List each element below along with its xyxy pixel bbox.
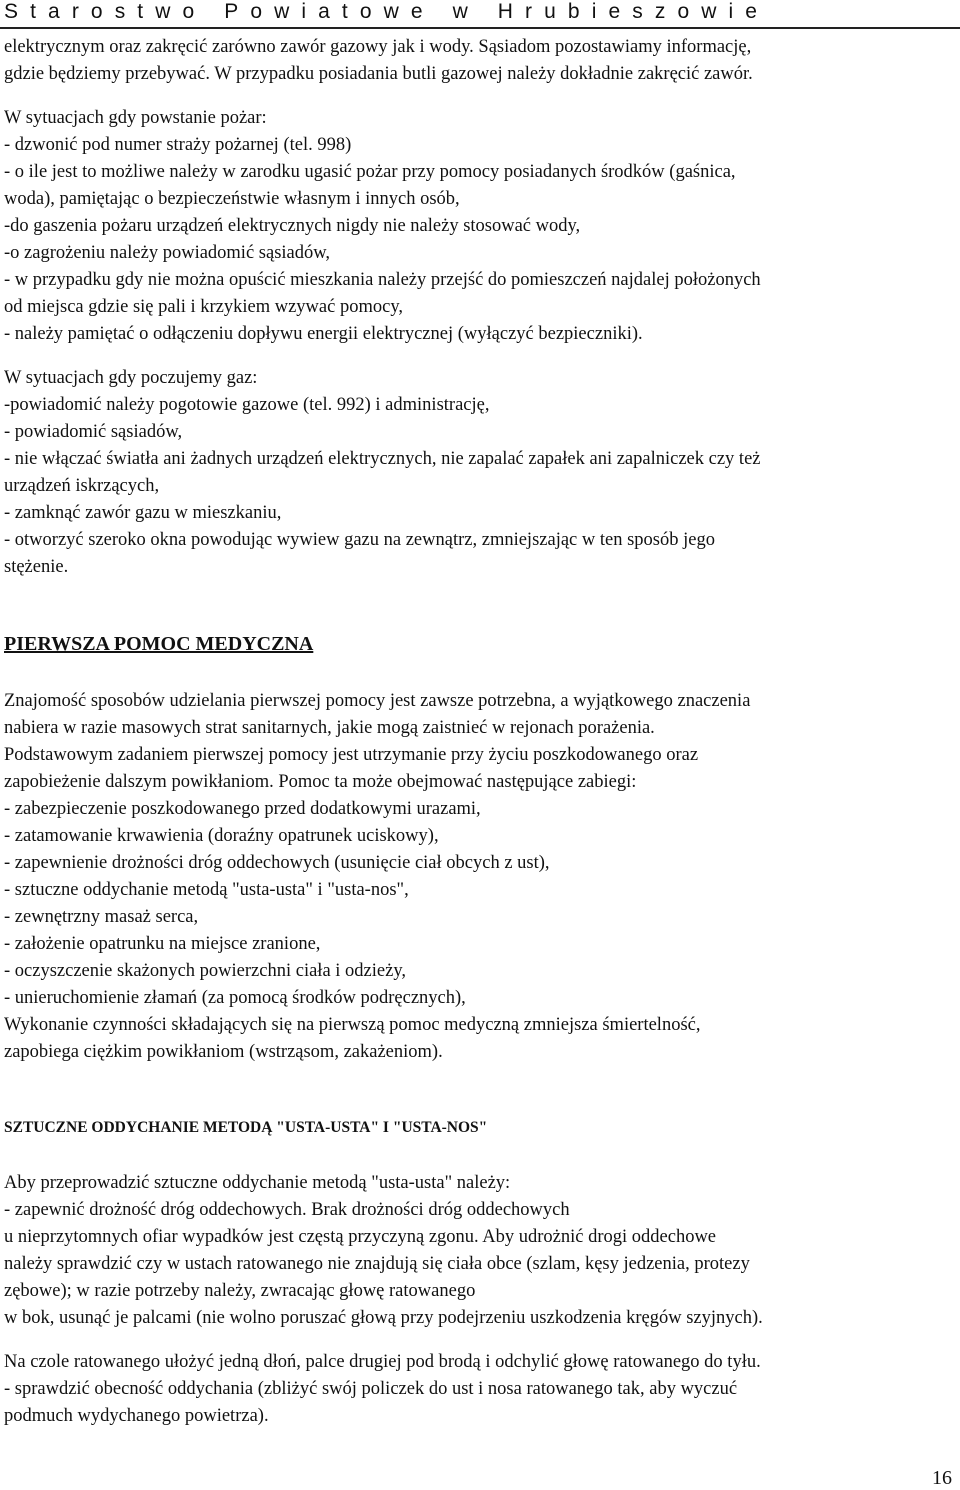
text-line: - unieruchomienie złamań (za pomocą środków podręcznych), [4,988,466,1008]
respiration-paragraph-b [4,1349,956,1430]
page-number: 16 [932,1467,952,1489]
text-line: gdzie będziemy przebywać. W przypadku posiadania butli gazowej należy dokładnie zakręcić zawór. [4,64,753,84]
text-line: Wykonanie czynności składających się na pierwszą pomoc medyczną zmniejsza śmiertelność, [4,1015,701,1035]
text-line: - sprawdzić obecność oddychania (zbliżyć swój policzek do ust i nosa ratowanego tak, aby wyczuć [4,1379,738,1399]
text-line: -powiadomić należy pogotowie gazowe (tel. 992) i administrację, [4,395,490,415]
text-line: nabiera w razie masowych strat sanitarnych, jakie mogą zaistnieć w rejonach porażenia. [4,718,655,738]
text-line: - zewnętrzny masaż serca, [4,907,199,927]
gas-instructions [4,365,956,581]
text-line: - należy pamiętać o odłączeniu dopływu energii elektrycznej (wyłączyć bezpieczniki). [4,324,643,344]
text-line: u nieprzytomnych ofiar wypadków jest częstą przyczyną zgonu. Aby udrożnić drogi oddechowe [4,1227,717,1247]
first-aid-paragraph [4,688,956,1066]
text-line: - zapewnić drożność dróg oddechowych. Brak drożności dróg oddechowych [4,1200,570,1220]
header-divider [0,27,960,29]
text-line: stężenie. [4,557,69,577]
respiration-paragraph-a [4,1170,956,1332]
text-line: woda), pamiętając o bezpieczeństwie własnym i innych osób, [4,189,460,209]
text-line: - założenie opatrunku na miejsce zranione, [4,934,321,954]
text-line: W sytuacjach gdy powstanie pożar: [4,108,267,128]
text-line: - nie włączać światła ani żadnych urządzeń elektrycznych, nie zapalać zapałek ani zapalniczek czy też [4,449,761,469]
text-line: Na czole ratowanego ułożyć jedną dłoń, palce drugiej pod brodą i odchylić głowę ratowanego do tyłu. [4,1352,761,1372]
text-line: - dzwonić pod numer straży pożarnej (tel. 998) [4,135,352,155]
section-heading-artificial-respiration: SZTUCZNE ODDYCHANIE METODĄ "USTA-USTA" I "USTA-NOS" [4,1119,488,1136]
document-header [0,0,960,26]
text-line: Podstawowym zadaniem pierwszej pomocy jest utrzymanie przy życiu poszkodowanego oraz [4,745,699,765]
text-line: elektrycznym oraz zakręcić zarówno zawór gazowy jak i wody. Sąsiadom pozostawiamy informację, [4,37,752,57]
text-line: podmuch wydychanego powietrza). [4,1406,269,1426]
text-line: zębowe); w razie potrzeby należy, zwracając głowę ratowanego [4,1281,476,1301]
text-line: - o ile jest to możliwe należy w zarodku ugasić pożar przy pomocy posiadanych środków (gaśnica, [4,162,736,182]
text-line: - otworzyć szeroko okna powodując wywiew gazu na zewnątrz, zmniejszając w ten sposób jego [4,530,715,550]
header-title: Starostwo Powiatowe w Hrubieszowie [4,0,770,23]
text-line: - w przypadku gdy nie można opuścić mieszkania należy przejść do pomieszczeń najdalej położonych [4,270,761,290]
text-line: - powiadomić sąsiadów, [4,422,183,442]
document-body [4,34,956,1430]
text-line: zapobieżenie dalszym powikłaniom. Pomoc ta może obejmować następujące zabiegi: [4,772,637,792]
text-line: zapobiega ciężkim powikłaniom (wstrząsom, zakażeniom). [4,1042,443,1062]
text-line: - sztuczne oddychanie metodą "usta-usta" i "usta-nos", [4,880,409,900]
text-line: - zatamowanie krwawienia (doraźny opatrunek uciskowy), [4,826,439,846]
text-line: - oczyszczenie skażonych powierzchni ciała i odzieży, [4,961,406,981]
text-line: - zapewnienie drożności dróg oddechowych (usunięcie ciał obcych z ust), [4,853,550,873]
text-line: -do gaszenia pożaru urządzeń elektrycznych nigdy nie należy stosować wody, [4,216,581,236]
text-line: urządzeń iskrzących, [4,476,160,496]
section-heading-first-aid: PIERWSZA POMOC MEDYCZNA [4,633,314,655]
text-line: należy sprawdzić czy w ustach ratowanego nie znajdują się ciała obce (szlam, kęsy jedzenia, protezy [4,1254,750,1274]
text-line: W sytuacjach gdy poczujemy gaz: [4,368,258,388]
text-line: w bok, usunąć je palcami (nie wolno poruszać głową przy podejrzeniu uszkodzenia kręgów szyjnych). [4,1308,763,1328]
intro-paragraph [4,34,956,88]
text-line: od miejsca gdzie się pali i krzykiem wzywać pomocy, [4,297,403,317]
text-line: -o zagrożeniu należy powiadomić sąsiadów, [4,243,331,263]
text-line: Znajomość sposobów udzielania pierwszej pomocy jest zawsze potrzebna, a wyjątkowego znaczenia [4,691,751,711]
text-line: - zabezpieczenie poszkodowanego przed dodatkowymi urazami, [4,799,481,819]
text-line: - zamknąć zawór gazu w mieszkaniu, [4,503,282,523]
text-line: Aby przeprowadzić sztuczne oddychanie metodą "usta-usta" należy: [4,1173,511,1193]
fire-instructions [4,105,956,348]
